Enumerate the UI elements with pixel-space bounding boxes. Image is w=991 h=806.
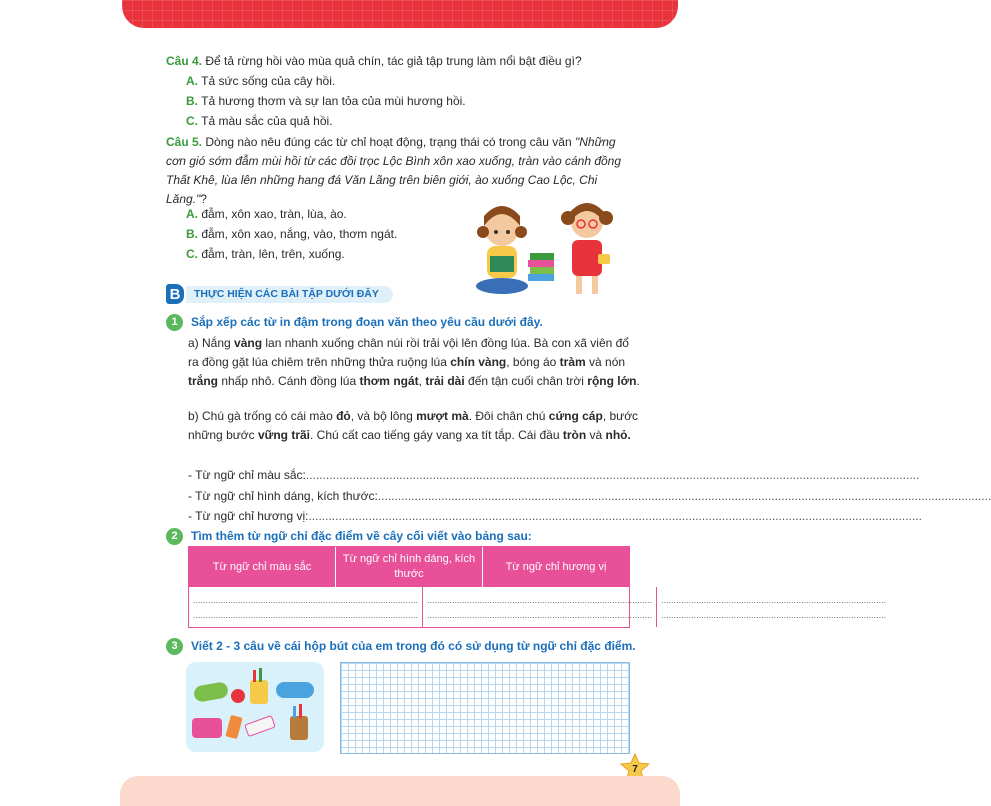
table-row [189,587,887,627]
answer-line-shape-size[interactable]: - Từ ngữ chỉ hình dáng, kích thước: ........................................................................................................................................................................................ [188,489,991,503]
question-4-label: Câu 4. [166,54,203,68]
question-5-option-c: C. đẫm, tràn, lên, trên, xuống. [186,247,345,261]
pencil-case-illustration [186,662,324,752]
bold-keyword: đỏ [336,409,351,423]
bold-keyword: tràm [559,355,586,369]
bold-keyword: thơm ngát [359,374,419,388]
bold-keyword: nhỏ. [605,428,631,442]
question-5-option-b: B. đẫm, xôn xao, nắng, vào, thơm ngát. [186,227,398,241]
question-5-text: Dòng nào nêu đúng các từ chỉ hoạt động, trạng thái có trong câu văn [202,135,575,149]
question-4-option-a: A. Tả sức sống của cây hồi. [186,74,336,88]
bottom-footer-band [120,776,680,806]
bold-keyword: trải dài [425,374,465,388]
task-2-number: 2 [166,528,183,545]
question-4-option-b: B. Tả hương thơm và sự lan tỏa của mùi hương hồi. [186,94,466,108]
paragraph-text: và nón [585,355,626,369]
table-cell-shape-size[interactable]: .......................................................................................... .......................................................................................... [423,587,657,627]
table-header-taste: Từ ngữ chỉ hương vị [505,560,607,573]
question-5-option-a: A. đẫm, xôn xao, tràn, lùa, ào. [186,207,347,221]
paragraph-text: đến tận cuối chân trời [464,374,588,388]
question-5-quote: "Những cơn gió sớm đẫm mùi hồi từ các đồi trọc Lộc Bình xôn xao xuống, tràn vào cánh đồng Thất Khê, lùa lên những hang đá Văn Lãng trên biên giới, ào xuống Cao Lộc, Chi Lăng." [166,135,622,206]
task-3-number: 3 [166,638,183,655]
paragraph-text: . Chú cất cao tiếng gáy vang xa tít tắp. Cái đầu [310,428,563,442]
bold-keyword: cứng cáp [548,409,603,423]
task-1-header [166,313,543,332]
table-header-color: Từ ngữ chỉ màu sắc [189,547,336,587]
table-header-row [189,547,629,587]
question-4-option-c: C. Tả màu sắc của quả hồi. [186,114,333,128]
section-b-title: THỰC HIỆN CÁC BÀI TẬP DƯỚI ĐÂY [186,286,393,303]
paragraph-text: , bước những bước [188,409,639,442]
answer-line-color[interactable]: - Từ ngữ chỉ màu sắc: ........................................................................................................................................................................................ [188,468,920,482]
table-header-shape-size: Từ ngữ chỉ hình dáng, kích thước [336,547,483,587]
task-3-header [166,637,636,656]
paragraph-text: , và bộ lông [350,409,417,423]
task-2-header [166,527,532,546]
question-5-label: Câu 5. [166,135,203,149]
table-cell-color[interactable]: .......................................................................................... .......................................................................................... [189,587,423,627]
bold-keyword: rộng lớn [587,374,637,388]
section-b-badge: B [166,284,184,304]
bold-keyword: mượt mà [416,409,469,423]
task-1-number: 1 [166,314,183,331]
bold-keyword: vàng [234,336,263,350]
page-number: 7 [632,764,638,775]
paragraph-text: , [418,374,426,388]
bold-keyword: tròn [562,428,587,442]
writing-grid[interactable] [340,662,630,754]
table-cell-taste[interactable]: .......................................................................................... .......................................................................................... [661,595,887,620]
question-4-text: Để tả rừng hồi vào mùa quả chín, tác giả tập trung làm nổi bật điều gì? [202,54,582,68]
task-2-title: Tìm thêm từ ngữ chỉ đặc điểm về cây cối viết vào bảng sau: [191,529,532,543]
task-3-title: Viết 2 - 3 câu về cái hộp bút của em trong đó có sử dụng từ ngữ chỉ đặc điểm. [191,639,636,653]
paragraph-text: . Đôi chân chú [468,409,549,423]
task-1-paragraph-b [188,407,640,445]
paragraph-text: a) Nắng [188,336,235,350]
characteristics-table [188,546,887,628]
paragraph-text: b) Chú gà trống có cái mào [188,409,337,423]
children-reading-illustration [462,196,622,300]
section-b-header [166,283,393,305]
paragraph-text: lan nhanh xuống chân núi rồi trải vội lên đồng lúa. Bà con xã viên đổ ra đồng gặt lúa chiêm trên những thửa ruộng lúa [188,336,629,369]
answer-line-taste[interactable]: - Từ ngữ chỉ hương vị: ........................................................................................................................................................................................ [188,509,922,523]
task-1-title: Sắp xếp các từ in đậm trong đoạn văn theo yêu cầu dưới đây. [191,315,543,329]
question-4 [166,52,634,71]
bold-keyword: vững trãi [257,428,311,442]
paragraph-text: , bóng áo [506,355,560,369]
paragraph-text: và [586,428,606,442]
bold-keyword: chín vàng [450,355,507,369]
bold-keyword: trắng [188,374,218,388]
question-5: Câu 5. Dòng nào nêu đúng các từ chỉ hoạt động, trạng thái có trong câu văn "Những cơn gió sớm đẫm mùi hồi từ các đồi trọc Lộc Bình xôn xao xuống, tràn vào cánh đồng Thất Khê, lùa lên những hang đá Văn Lãng trên biên giới, ào xuống Cao Lộc, Chi Lăng."? [166,135,622,206]
task-1-paragraph-a [188,334,640,391]
paragraph-text: nhấp nhô. Cánh đồng lúa [218,374,360,388]
paragraph-text: . [636,374,640,388]
